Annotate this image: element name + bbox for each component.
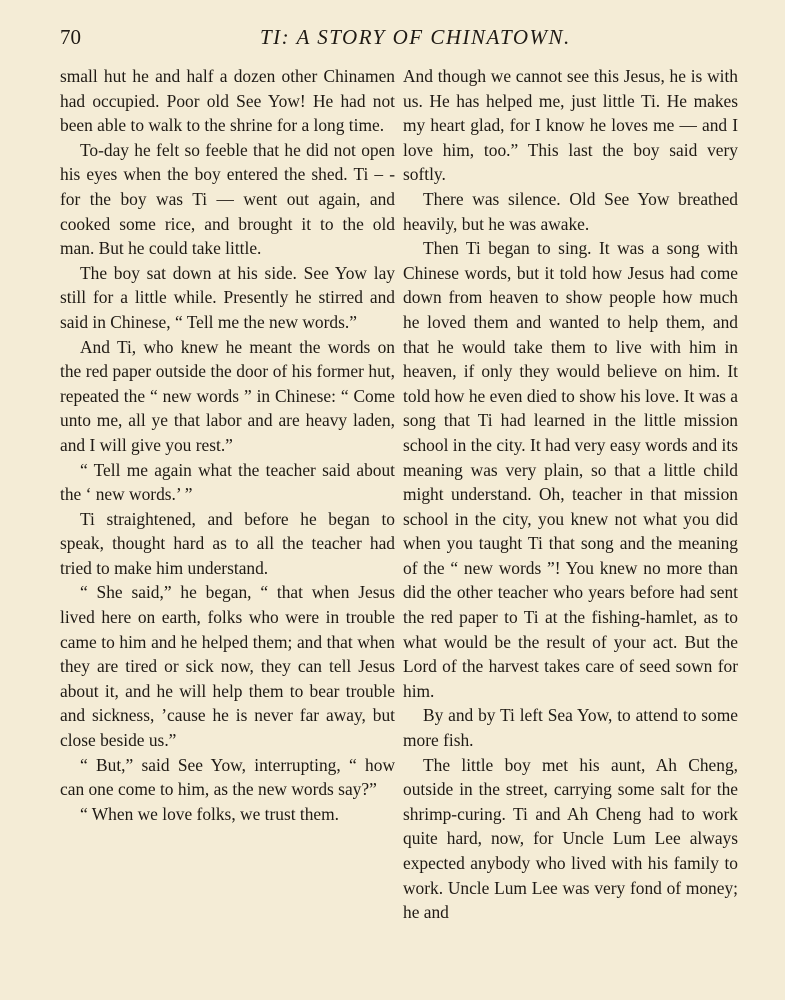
paragraph: Then Ti began to sing. It was a song with Chinese words, but it told how Jesus had come down from heaven to show people how much he loved them and wanted to help them, and that he would take them to live with him in heaven, if only they would believe on him. It told how he even died to show his love. It was a song that Ti had learned in the little mission school in the city. It had very easy words and its meaning was very plain, so that a little child might understand. Oh, teacher in that mission school in the city, you knew not what you did when you taught Ti that song and the meaning of the “ new words ”! You knew no more than did the other teacher who years before had sent the red paper to Ti at the fishing-hamlet, as to what would be the result of your act. But the Lord of the harvest takes care of seed sown for him.	[403, 238, 738, 701]
paragraph: And Ti, who knew he meant the words on the red paper outside the door of his former hut, repeated the “ new words ” in Chinese: “ Come unto me, all ye that labor and are heavy laden, and I will give you rest.”	[60, 336, 395, 455]
left-column	[60, 64, 395, 826]
paragraph: “ When we love folks, we trust them.	[80, 803, 340, 824]
paragraph: The boy sat down at his side. See Yow lay still for a little while. Presently he stirred and said in Chinese, “ Tell me the new words.”	[60, 262, 395, 332]
running-title: TI: A STORY OF CHINATOWN.	[260, 25, 571, 49]
paragraph: “ She said,” he began, “ that when Jesus lived here on earth, folks who were in trouble came to him and he helped them; and that when they are tired or sick now, they can tell Jesus about it, and he will help them to bear trouble and sickness, ’cause he is never far away, but close beside us.”	[60, 582, 395, 751]
paragraph: “ But,” said See Yow, interrupting, “ how can one come to him, as the new words say?”	[60, 754, 395, 800]
paragraph: And though we cannot see this Jesus, he is with us. He has helped me, just little Ti. He makes my heart glad, for I know he loves me — and I love him, too.” This last the boy said very softly.	[403, 66, 738, 185]
paragraph: “ Tell me again what the teacher said about the ‘ new words.’ ”	[60, 459, 395, 505]
paragraph: To-day he felt so feeble that he did not open his eyes when the boy entered the shed. Ti – - for the boy was Ti — went out again, and cooked some rice, and brought it to the old man. But he could take little.	[60, 139, 395, 259]
paragraph: There was silence. Old See Yow breathed heavily, but he was awake.	[403, 188, 738, 234]
page-number: 70	[60, 25, 81, 49]
paragraph: Ti straightened, and before he began to speak, thought hard as to all the teacher had tried to make him understand.	[60, 508, 395, 578]
right-column	[403, 64, 738, 925]
paragraph: The little boy met his aunt, Ah Cheng, outside in the street, carrying some salt for the shrimp-curing. Ti and Ah Cheng had to work quite hard, now, for Uncle Lum Lee always expected anybody who lived with his family to work. Uncle Lum Lee was very fond of money; he and	[403, 754, 738, 923]
running-header	[60, 22, 740, 52]
paragraph: By and by Ti left Sea Yow, to attend to some more fish.	[403, 705, 738, 751]
paragraph: small hut he and half a dozen other Chinamen had occupied. Poor old See Yow! He had not been able to walk to the shrine for a long time.	[60, 66, 395, 136]
